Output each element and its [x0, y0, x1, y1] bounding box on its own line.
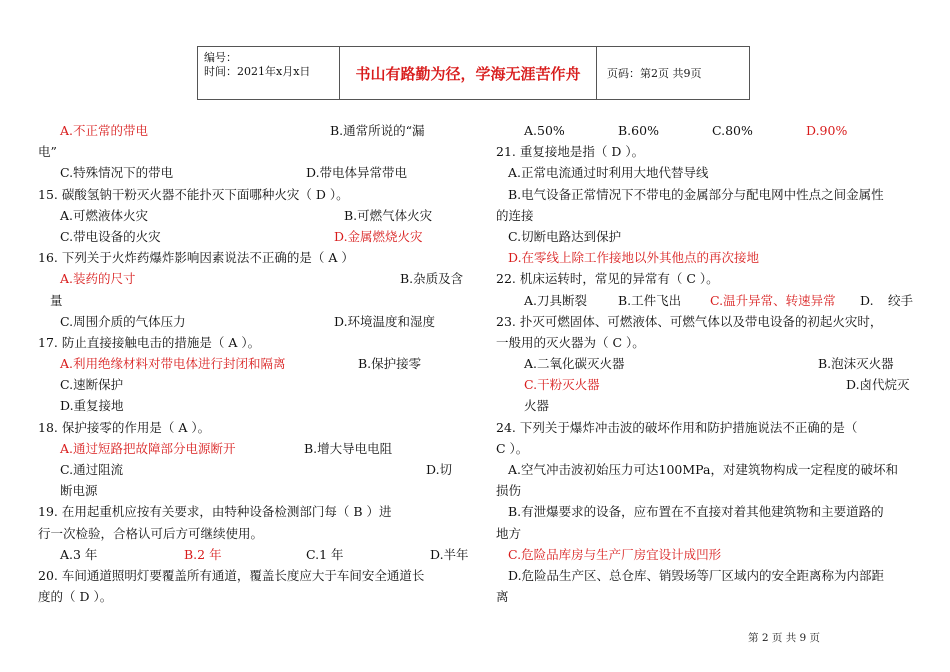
text-segment: 23. 扑灭可燃固体、可燃液体、可燃气体以及带电设备的初起火灾时，	[496, 313, 883, 329]
text-segment: C.带电设备的火灾	[60, 228, 161, 244]
text-segment: A.二氧化碳灭火器	[524, 356, 625, 372]
text-line	[38, 374, 470, 395]
text-line	[496, 353, 920, 374]
text-line	[496, 459, 920, 480]
text-line	[38, 184, 470, 205]
text-line	[38, 332, 470, 353]
text-line	[38, 120, 470, 141]
text-line	[38, 523, 470, 544]
text-line	[496, 205, 920, 226]
text-segment: 损伤	[496, 483, 522, 499]
text-segment: 量	[50, 292, 63, 308]
text-segment: C.干粉灭火器	[524, 377, 600, 393]
text-line	[38, 544, 470, 565]
text-line	[38, 311, 470, 332]
text-segment: B.工件飞出	[618, 292, 682, 308]
text-segment: 绞手	[888, 292, 914, 308]
text-segment: 断电源	[60, 483, 98, 499]
text-segment: C.温升异常、转速异常	[710, 292, 836, 308]
text-line	[38, 226, 470, 247]
text-segment: 行一次检验，合格认可后方可继续使用。	[38, 525, 264, 541]
text-segment: B.60%	[618, 123, 659, 138]
text-line	[496, 523, 920, 544]
text-segment: 的连接	[496, 207, 534, 223]
text-line	[38, 247, 470, 268]
text-segment: C.通过阻流	[60, 462, 124, 477]
text-segment: A.不正常的带电	[60, 123, 149, 138]
text-segment: D.90%	[806, 123, 848, 138]
text-segment: D.重复接地	[60, 398, 124, 414]
text-segment: B.通常所说的“漏	[330, 123, 425, 138]
text-line	[496, 438, 920, 459]
text-line	[38, 395, 470, 416]
text-segment: 地方	[496, 525, 522, 541]
text-segment: A.正常电流通过时利用大地代替导线	[508, 165, 709, 181]
time-label: 时间：2021年x月x日	[204, 65, 311, 78]
text-segment: A.利用绝缘材料对带电体进行封闭和隔离	[60, 356, 286, 372]
text-segment: 火器	[524, 398, 550, 414]
text-segment: C.危险品库房与生产厂房宜设计成凹形	[508, 546, 722, 562]
text-line	[496, 162, 920, 183]
text-segment: C.特殊情况下的带电	[60, 165, 174, 181]
text-segment: 20. 车间通道照明灯要覆盖所有通道，覆盖长度应大于车间安全通道长	[38, 567, 425, 583]
text-segment: 21. 重复接地是指（ D ）。	[496, 144, 645, 160]
text-segment: B.杂质及含	[400, 271, 464, 287]
text-line	[496, 290, 920, 311]
text-line	[38, 586, 470, 607]
text-line	[496, 565, 920, 586]
text-segment: A.装药的尺寸	[60, 271, 136, 287]
text-segment: A.刀具断裂	[524, 292, 588, 308]
text-segment: A.通过短路把故障部分电源断开	[60, 440, 236, 456]
text-segment: C.周围介质的气体压力	[60, 313, 186, 329]
text-segment: 电”	[38, 144, 57, 160]
text-line	[496, 480, 920, 501]
text-line	[496, 247, 920, 268]
text-line	[496, 395, 920, 416]
text-line	[496, 120, 920, 141]
text-line	[496, 332, 920, 353]
text-segment: A.50%	[524, 123, 565, 138]
text-segment: C ）。	[496, 440, 529, 456]
text-segment: 16. 下列关于火炸药爆炸影响因素说法不正确的是（ A ）	[38, 250, 354, 266]
text-line	[496, 374, 920, 395]
text-line	[38, 162, 470, 183]
text-line	[496, 586, 920, 607]
left-column	[38, 120, 470, 607]
text-segment: 22. 机床运转时，常见的异常有（ C ）。	[496, 271, 719, 287]
text-line	[38, 417, 470, 438]
text-segment: A.3 年	[60, 546, 98, 562]
text-line	[38, 353, 470, 374]
number-label: 编号：	[204, 51, 237, 64]
text-line	[496, 141, 920, 162]
text-segment: 离	[496, 589, 509, 605]
text-segment: C.切断电路达到保护	[508, 228, 622, 244]
text-segment: B.保护接零	[358, 356, 422, 372]
text-segment: D.危险品生产区、总仓库、销毁场等厂区域内的安全距离称为内部距	[508, 567, 885, 583]
text-segment: A.可燃液体火灾	[60, 207, 149, 223]
text-segment: D.半年	[430, 546, 469, 562]
text-segment: D.切	[426, 462, 453, 477]
document-header	[197, 46, 750, 100]
text-segment: B.增大导电电阻	[304, 440, 393, 456]
header-meta-cell	[198, 47, 340, 99]
text-line	[496, 226, 920, 247]
text-segment: 18. 保护接零的作用是（ A ）。	[38, 419, 211, 435]
text-segment: B.电气设备正常情况下不带电的金属部分与配电网中性点之间金属性	[508, 186, 884, 202]
text-line	[496, 268, 920, 289]
text-line	[496, 501, 920, 522]
text-segment: C.速断保护	[60, 377, 124, 393]
text-segment: 17. 防止直接接触电击的措施是（ A ）。	[38, 334, 261, 350]
text-line	[38, 290, 470, 311]
text-line	[38, 480, 470, 501]
right-column	[496, 120, 920, 607]
text-line	[38, 459, 470, 480]
text-segment: D.卤代烷灭	[846, 377, 910, 393]
text-line	[38, 268, 470, 289]
text-segment: B.2 年	[184, 546, 222, 562]
text-segment: 一般用的灭火器为（ C ）。	[496, 334, 645, 350]
text-segment: B.可燃气体火灾	[344, 207, 433, 223]
text-segment: C.80%	[712, 123, 753, 138]
text-line	[496, 311, 920, 332]
text-segment: D.在零线上除工作接地以外其他点的再次接地	[508, 250, 760, 266]
text-line	[496, 417, 920, 438]
text-segment: 24. 下列关于爆炸冲击波的破坏作用和防护措施说法不正确的是（	[496, 419, 858, 435]
text-segment: A.空气冲击波初始压力可达100MPa，对建筑物构成一定程度的破坏和	[508, 462, 898, 477]
text-line	[38, 501, 470, 522]
text-segment: D.环境温度和湿度	[334, 313, 436, 329]
page-footer: 第 2 页 共 9 页	[748, 632, 821, 644]
text-segment: B.泡沫灭火器	[818, 356, 894, 372]
text-line	[38, 205, 470, 226]
text-line	[38, 565, 470, 586]
text-segment: 15. 碳酸氢钠干粉灭火器不能扑灭下面哪种火灾（ D ）。	[38, 186, 349, 202]
text-segment: D.带电体异常带电	[306, 165, 408, 181]
text-segment: D.金属燃烧火灾	[334, 228, 423, 244]
text-segment: C.1 年	[306, 546, 344, 562]
text-line	[496, 544, 920, 565]
text-segment: 度的（ D ）。	[38, 589, 113, 605]
header-page-label: 页码：第2页 共9页	[607, 67, 702, 80]
header-motto: 书山有路勤为径，学海无涯苦作舟	[340, 47, 597, 99]
text-segment: D.	[860, 292, 874, 308]
text-segment: B.有泄爆要求的设备，应布置在不直接对着其他建筑物和主要道路的	[508, 504, 884, 520]
text-line	[38, 438, 470, 459]
text-line	[38, 141, 470, 162]
text-segment: 19. 在用起重机应按有关要求，由特种设备检测部门每（ B ）进	[38, 504, 392, 520]
text-line	[496, 184, 920, 205]
